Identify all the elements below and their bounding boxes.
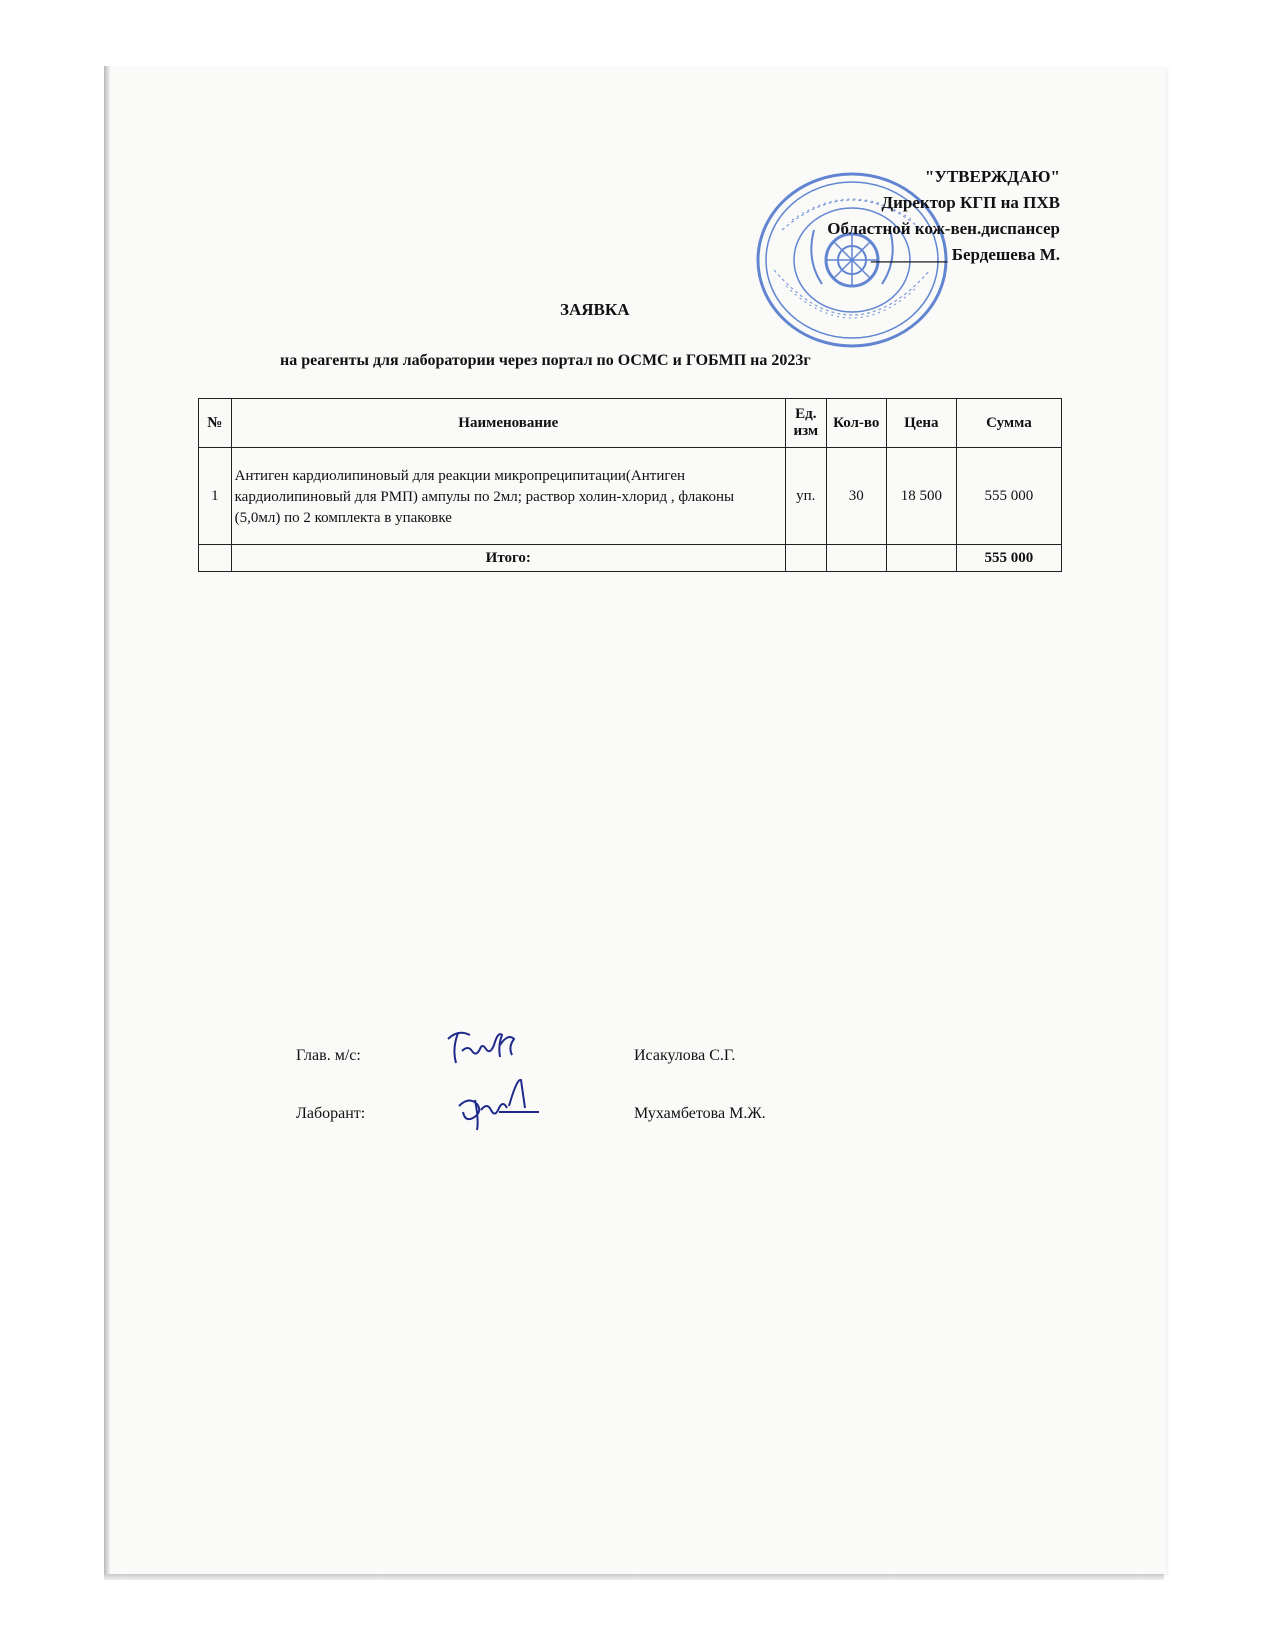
handwritten-signature-head-nurse bbox=[440, 1025, 530, 1071]
signature-role-head-nurse: Глав. м/с: bbox=[296, 1047, 361, 1064]
cell-unit: уп. bbox=[785, 448, 826, 545]
header-sum: Сумма bbox=[956, 399, 1061, 448]
total-label: Итого: bbox=[231, 545, 785, 572]
approval-heading: "УТВЕРЖДАЮ" bbox=[924, 167, 1060, 186]
cell-name: Антиген кардиолипиновый для реакции микропреципитации(Антиген кардиолипиновый для РМП) ампулы по 2мл; раствор холин-хлорид , флаконы (5,0мл) по 2 комплекта в упаковке bbox=[231, 448, 785, 545]
total-empty-cell bbox=[886, 545, 956, 572]
cell-qty: 30 bbox=[826, 448, 886, 545]
signature-name-lab-assistant: Мухамбетова М.Ж. bbox=[634, 1105, 766, 1122]
header-price: Цена bbox=[886, 399, 956, 448]
table-total-row bbox=[199, 545, 1062, 572]
approval-position: Директор КГП на ПХВ bbox=[881, 193, 1060, 212]
cell-no: 1 bbox=[199, 448, 232, 545]
signature-role-lab-assistant: Лаборант: bbox=[296, 1105, 366, 1122]
approval-signatory: _________ Бердешева М. bbox=[870, 245, 1060, 264]
header-name: Наименование bbox=[231, 399, 785, 448]
header-no: № bbox=[199, 399, 232, 448]
document-title: ЗАЯВКА bbox=[560, 300, 630, 319]
table-row bbox=[199, 448, 1062, 545]
handwritten-signature-lab-assistant bbox=[455, 1076, 545, 1136]
request-table bbox=[198, 398, 1062, 572]
approval-organization: Областной кож-вен.диспансер bbox=[827, 219, 1060, 238]
cell-sum: 555 000 bbox=[956, 448, 1061, 545]
table-header-row bbox=[199, 399, 1062, 448]
cell-price: 18 500 bbox=[886, 448, 956, 545]
approval-block bbox=[790, 164, 1060, 268]
document-subtitle: на реагенты для лаборатории через портал по ОСМС и ГОБМП на 2023г bbox=[280, 352, 811, 369]
signature-name-head-nurse: Исакулова С.Г. bbox=[634, 1047, 736, 1064]
total-sum: 555 000 bbox=[956, 545, 1061, 572]
sheet-edge-left bbox=[104, 66, 110, 1574]
document-sheet bbox=[104, 66, 1166, 1574]
total-empty-cell bbox=[826, 545, 886, 572]
total-empty-cell bbox=[199, 545, 232, 572]
sheet-edge-bottom bbox=[104, 1574, 1164, 1580]
header-qty: Кол-во bbox=[826, 399, 886, 448]
header-unit: Ед. изм bbox=[785, 399, 826, 448]
total-empty-cell bbox=[785, 545, 826, 572]
